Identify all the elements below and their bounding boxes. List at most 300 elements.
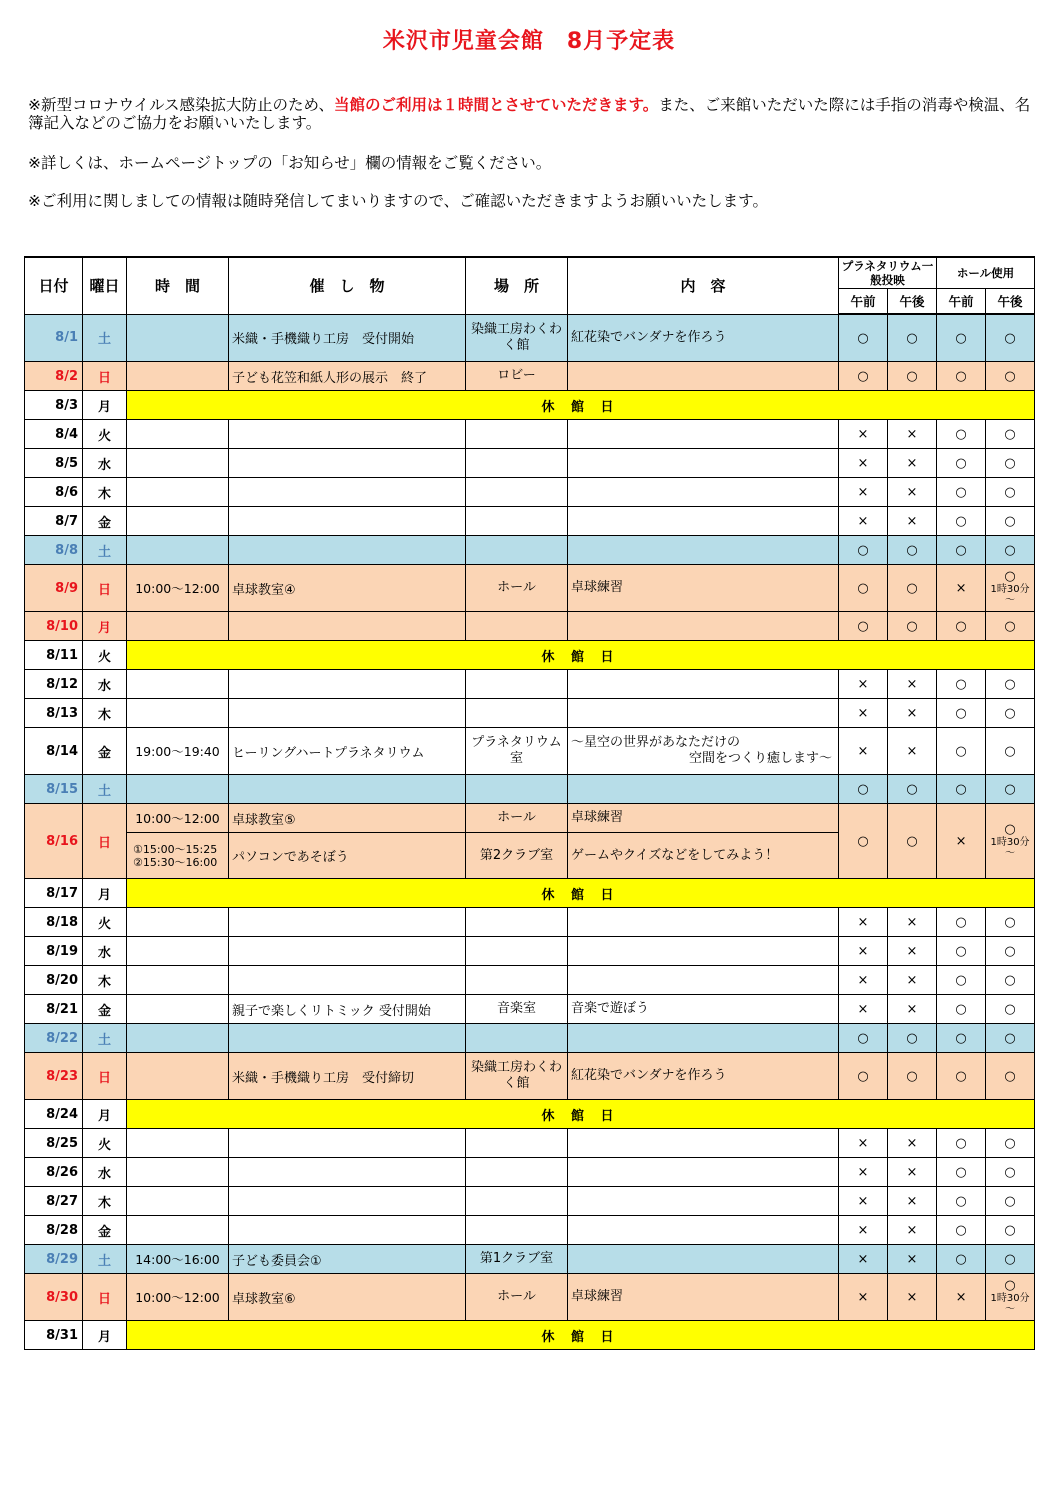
row-mark: ○ [888,612,937,641]
table-row [25,728,1035,775]
row-dow: 火 [83,641,127,670]
table-row [25,1216,1035,1245]
row-place [466,1158,568,1187]
row-dow: 金 [83,995,127,1024]
row-time: 19:00～19:40 [127,728,229,775]
row-date: 8/17 [25,879,83,908]
row-mark: ○ [937,1216,986,1245]
row-mark: ○ [937,314,986,362]
notices [28,96,1038,210]
row-mark: × [839,728,888,775]
row-mark: ○ [888,775,937,804]
header-dow: 曜日 [83,257,127,314]
row-mark: × [839,995,888,1024]
notice-covid-highlight: 当館のご利用は１時間とさせていただきます。 [333,96,659,114]
table-row [25,420,1035,449]
row-content [568,1216,839,1245]
table-row [25,565,1035,612]
row-mark: ○ [888,1053,937,1100]
row-event [229,1158,466,1187]
row-content [568,536,839,565]
row-mark: × [888,966,937,995]
row-mark: ○ [986,775,1035,804]
row-time-slot-1: ①15:00～15:25 [133,842,218,856]
row-dow: 土 [83,314,127,362]
row-place: 第2クラブ室 [466,833,568,879]
row-dow: 日 [83,1274,127,1321]
row-date: 8/18 [25,908,83,937]
table-row [25,1158,1035,1187]
notice-homepage: ※詳しくは、ホームページトップの「お知らせ」欄の情報をご覧ください。 [28,154,552,172]
row-place [466,1024,568,1053]
row-place [466,670,568,699]
row-place [466,966,568,995]
row-event [229,1187,466,1216]
row-content: 音楽で遊ぼう [568,995,839,1024]
row-place: 染織工房わくわく館 [466,1053,568,1100]
row-event [229,1129,466,1158]
row-content-line-1: ～星空の世界があなただけの [571,735,741,750]
row-date: 8/23 [25,1053,83,1100]
row-time [127,507,229,536]
row-mark: × [839,966,888,995]
row-dow: 土 [83,536,127,565]
row-event: 卓球教室④ [229,565,466,612]
row-mark: × [839,449,888,478]
row-mark: ○ [986,1187,1035,1216]
row-place: ホール [466,1274,568,1321]
row-mark: ○ [937,478,986,507]
table-row [25,1024,1035,1053]
row-date: 8/5 [25,449,83,478]
row-dow: 木 [83,478,127,507]
table-row [25,670,1035,699]
row-time [127,670,229,699]
row-date: 8/3 [25,391,83,420]
row-date: 8/10 [25,612,83,641]
row-place: プラネタリウム室 [466,728,568,775]
row-mark: × [937,804,986,879]
row-event [229,1216,466,1245]
row-place [466,449,568,478]
row-dow: 金 [83,507,127,536]
row-content [568,1245,839,1274]
row-mark: ○ [986,1216,1035,1245]
row-date: 8/16 [25,804,83,879]
row-mark: × [839,478,888,507]
row-mark: ○ [986,995,1035,1024]
row-mark: × [888,420,937,449]
row-place: 染織工房わくわく館 [466,314,568,362]
table-row [25,879,1035,908]
row-content [568,612,839,641]
row-time [127,699,229,728]
row-mark: ○ [888,804,937,879]
row-date: 8/30 [25,1274,83,1321]
row-time [127,1216,229,1245]
row-event [229,1024,466,1053]
table-row [25,966,1035,995]
row-time [127,1187,229,1216]
row-mark: ○ [937,699,986,728]
row-place: ロビー [466,362,568,391]
row-event [229,536,466,565]
row-event [229,420,466,449]
row-time: 14:00～16:00 [127,1245,229,1274]
row-mark: ○ [986,362,1035,391]
schedule-body [25,314,1035,1350]
row-mark: × [888,507,937,536]
row-time: 10:00～12:00 [127,1274,229,1321]
row-mark: × [888,908,937,937]
row-dow: 土 [83,1245,127,1274]
row-dow: 月 [83,391,127,420]
row-mark: × [839,1216,888,1245]
table-row [25,1274,1035,1321]
page-title: 米沢市児童会館 8月予定表 [382,29,676,54]
row-mark: × [839,1158,888,1187]
row-place: ホール [466,804,568,833]
row-dow: 水 [83,670,127,699]
row-mark-symbol: ○ [1004,569,1016,584]
row-content [568,1024,839,1053]
row-date: 8/2 [25,362,83,391]
row-place [466,420,568,449]
header-date: 日付 [25,257,83,314]
header-event: 催 し 物 [229,257,466,314]
row-mark: ○ [986,728,1035,775]
row-event: 子ども委員会① [229,1245,466,1274]
row-mark: ○ [839,775,888,804]
row-content [568,775,839,804]
row-mark: ○ [937,908,986,937]
row-dow: 火 [83,908,127,937]
row-mark: ○ [937,937,986,966]
row-content [568,507,839,536]
row-place: 第1クラブ室 [466,1245,568,1274]
row-place [466,507,568,536]
row-event: 米織・手機織り工房 受付締切 [229,1053,466,1100]
row-content [568,908,839,937]
row-mark: ○ [986,1053,1035,1100]
row-mark: ○ [986,937,1035,966]
row-content [568,1129,839,1158]
row-mark: ○ [937,449,986,478]
row-dow: 月 [83,879,127,908]
row-content: 卓球練習 [568,565,839,612]
schedule-table [24,256,1035,1350]
row-time [127,833,229,879]
row-mark: ○ [986,420,1035,449]
header-hall-am: 午前 [937,288,986,314]
row-date: 8/20 [25,966,83,995]
notice-covid [28,96,1038,136]
row-mark: ○ [986,1129,1035,1158]
row-content [568,1187,839,1216]
row-content [568,966,839,995]
row-mark: ○ [937,1129,986,1158]
table-row [25,1245,1035,1274]
row-content [568,1158,839,1187]
row-mark-note: 1時30分～ [990,584,1030,606]
row-date: 8/6 [25,478,83,507]
row-dow: 日 [83,1053,127,1100]
row-event [229,612,466,641]
row-mark: ○ [937,362,986,391]
closed-day-cell: 休 館 日 [127,1100,1035,1129]
row-mark: ○ [937,670,986,699]
row-date: 8/9 [25,565,83,612]
row-time [127,1053,229,1100]
row-time [127,995,229,1024]
row-date: 8/13 [25,699,83,728]
row-date: 8/19 [25,937,83,966]
row-mark: ○ [839,314,888,362]
notice-info: ※ご利用に関しましての情報は随時発信してまいりますので、ご確認いただきますようお願いいたします。 [28,192,768,210]
row-mark: ○ [986,536,1035,565]
row-mark: ○ [986,1024,1035,1053]
row-content: 紅花染でバンダナを作ろう [568,1053,839,1100]
row-mark: × [937,565,986,612]
row-mark [986,804,1035,879]
row-content: 卓球練習 [568,804,839,833]
row-event [229,908,466,937]
row-time [127,1129,229,1158]
row-mark: × [839,1274,888,1321]
row-place [466,1187,568,1216]
row-mark: ○ [888,314,937,362]
row-time: 10:00～12:00 [127,804,229,833]
row-date: 8/1 [25,314,83,362]
row-mark: ○ [986,966,1035,995]
row-mark: × [839,699,888,728]
row-date: 8/4 [25,420,83,449]
row-mark: ○ [986,908,1035,937]
table-row [25,1100,1035,1129]
row-dow: 土 [83,1024,127,1053]
closed-day-cell: 休 館 日 [127,391,1035,420]
row-time [127,1158,229,1187]
row-dow: 木 [83,699,127,728]
table-row [25,391,1035,420]
row-time [127,612,229,641]
row-mark-note: 1時30分～ [990,1293,1030,1315]
row-event [229,670,466,699]
row-mark: ○ [937,1245,986,1274]
row-time [127,937,229,966]
row-mark: ○ [839,536,888,565]
row-mark: × [839,507,888,536]
row-dow: 木 [83,966,127,995]
row-date: 8/8 [25,536,83,565]
row-mark: × [839,1187,888,1216]
row-mark: ○ [986,449,1035,478]
row-time [127,775,229,804]
row-time [127,449,229,478]
row-mark: × [839,1129,888,1158]
row-mark: ○ [986,507,1035,536]
row-mark: × [888,699,937,728]
row-dow: 水 [83,937,127,966]
row-mark: ○ [937,995,986,1024]
table-row [25,937,1035,966]
row-mark: ○ [937,1053,986,1100]
row-mark: ○ [888,536,937,565]
row-mark [986,1274,1035,1321]
table-row [25,995,1035,1024]
row-event: 卓球教室⑤ [229,804,466,833]
row-place [466,612,568,641]
row-dow: 火 [83,1129,127,1158]
table-row [25,1053,1035,1100]
row-mark: ○ [986,1158,1035,1187]
row-time [127,362,229,391]
row-date: 8/15 [25,775,83,804]
row-mark: ○ [839,612,888,641]
row-mark: ○ [839,1053,888,1100]
row-mark [986,565,1035,612]
row-mark: ○ [937,612,986,641]
row-dow: 水 [83,449,127,478]
row-dow: 火 [83,420,127,449]
row-dow: 月 [83,612,127,641]
row-place [466,536,568,565]
row-mark: ○ [888,362,937,391]
notice-covid-post: また、ご来館いただいた際には手指の消毒や検温、名簿記入などのご協力をお願いいたします。 [28,96,1031,132]
header-content: 内 容 [568,257,839,314]
row-place: ホール [466,565,568,612]
row-mark: × [888,728,937,775]
table-row [25,612,1035,641]
row-date: 8/29 [25,1245,83,1274]
row-dow: 日 [83,362,127,391]
row-event: パソコンであそぼう [229,833,466,879]
row-date: 8/25 [25,1129,83,1158]
header-planetarium-pm: 午後 [888,288,937,314]
row-mark: ○ [986,699,1035,728]
closed-day-cell: 休 館 日 [127,1321,1035,1350]
header-hall: ホール使用 [937,257,1035,288]
row-mark: ○ [888,1024,937,1053]
row-event [229,966,466,995]
header-time: 時 間 [127,257,229,314]
row-mark: × [839,420,888,449]
row-dow: 日 [83,565,127,612]
row-mark: × [888,449,937,478]
row-content [568,478,839,507]
table-row [25,804,1035,833]
row-mark-note: 1時30分～ [990,837,1030,859]
row-place [466,699,568,728]
table-row [25,362,1035,391]
row-dow: 金 [83,1216,127,1245]
row-mark: ○ [986,314,1035,362]
row-dow: 月 [83,1100,127,1129]
row-mark-symbol: ○ [1004,1278,1016,1293]
row-mark-symbol: ○ [1004,822,1016,837]
table-row [25,641,1035,670]
row-mark: × [888,478,937,507]
row-event: 子ども花笠和紙人形の展示 終了 [229,362,466,391]
row-mark: × [839,1245,888,1274]
table-row [25,699,1035,728]
closed-day-cell: 休 館 日 [127,641,1035,670]
header-hall-pm: 午後 [986,288,1035,314]
row-time [127,314,229,362]
row-content: ゲームやクイズなどをしてみよう！ [568,833,839,879]
row-mark: ○ [937,536,986,565]
row-date: 8/21 [25,995,83,1024]
row-mark: × [888,937,937,966]
row-mark: × [888,670,937,699]
row-mark: ○ [839,804,888,879]
row-time [127,478,229,507]
row-dow: 土 [83,775,127,804]
table-row [25,507,1035,536]
table-row [25,478,1035,507]
table-row [25,449,1035,478]
row-event [229,699,466,728]
table-row [25,1187,1035,1216]
closed-day-cell: 休 館 日 [127,879,1035,908]
row-date: 8/26 [25,1158,83,1187]
row-mark: × [937,1274,986,1321]
row-mark: × [888,1216,937,1245]
row-event [229,478,466,507]
row-date: 8/24 [25,1100,83,1129]
row-date: 8/31 [25,1321,83,1350]
table-row [25,1321,1035,1350]
row-mark: ○ [839,565,888,612]
row-content [568,699,839,728]
row-mark: × [839,908,888,937]
row-mark: × [839,937,888,966]
row-content [568,449,839,478]
row-mark: × [888,1158,937,1187]
row-dow: 水 [83,1158,127,1187]
row-time [127,420,229,449]
row-date: 8/28 [25,1216,83,1245]
row-mark: ○ [937,728,986,775]
row-mark: ○ [937,1024,986,1053]
row-date: 8/22 [25,1024,83,1053]
row-date: 8/7 [25,507,83,536]
table-row [25,536,1035,565]
table-row [25,775,1035,804]
row-mark: ○ [937,420,986,449]
row-date: 8/12 [25,670,83,699]
row-mark: × [888,1129,937,1158]
row-mark: × [839,670,888,699]
row-event [229,937,466,966]
table-row [25,1129,1035,1158]
row-mark: ○ [937,966,986,995]
row-mark: ○ [839,362,888,391]
row-mark: × [888,1274,937,1321]
row-dow: 木 [83,1187,127,1216]
row-content [568,362,839,391]
row-place [466,775,568,804]
row-content: 紅花染でバンダナを作ろう [568,314,839,362]
row-mark: ○ [937,775,986,804]
row-place [466,908,568,937]
row-time: 10:00～12:00 [127,565,229,612]
row-dow: 日 [83,804,127,879]
row-mark: × [888,995,937,1024]
row-event: 親子で楽しくリトミック 受付開始 [229,995,466,1024]
table-row [25,908,1035,937]
row-dow: 金 [83,728,127,775]
